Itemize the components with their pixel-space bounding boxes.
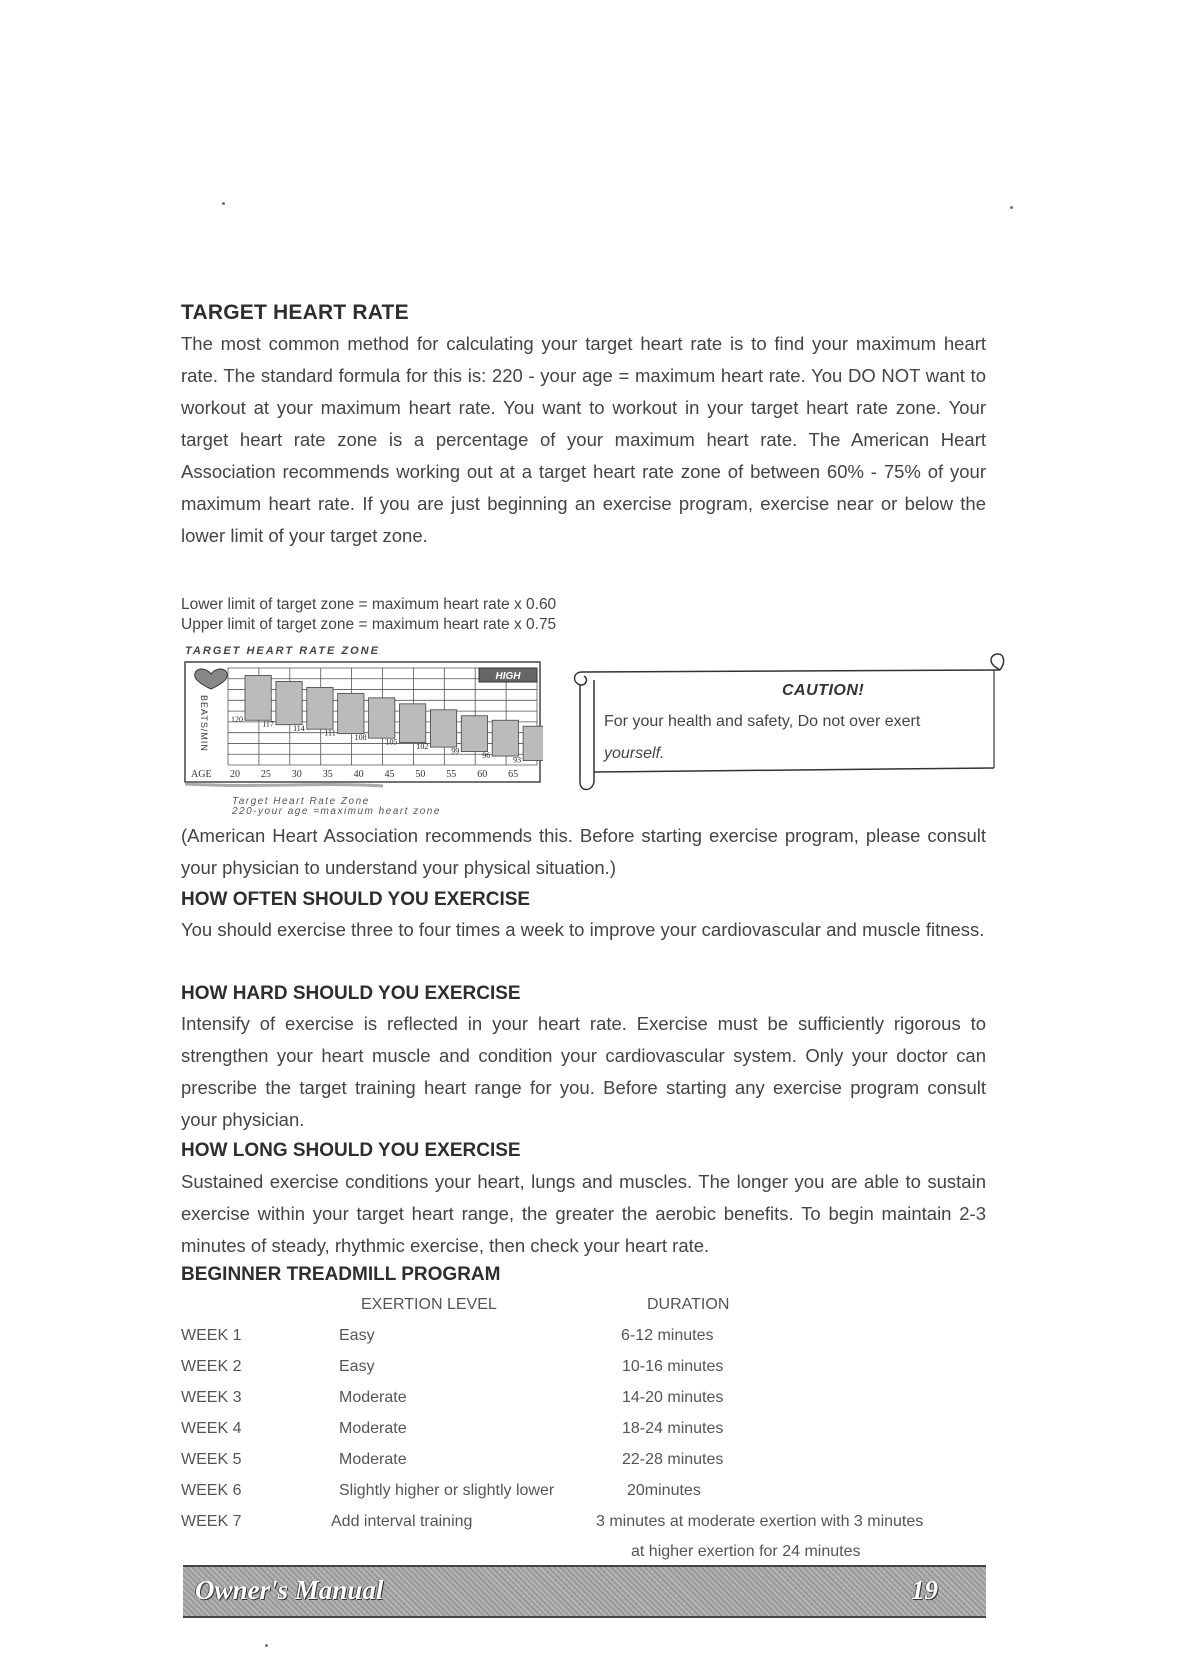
- duration-cell: 6-12 minutes: [621, 1327, 714, 1344]
- col-exertion-header: EXERTION LEVEL: [361, 1296, 497, 1313]
- section-heading-how-often: HOW OFTEN SHOULD YOU EXERCISE: [181, 889, 531, 910]
- section-heading-program: BEGINNER TREADMILL PROGRAM: [181, 1264, 501, 1285]
- table-row: [181, 1358, 981, 1389]
- how-often-paragraph: You should exercise three to four times a week to improve your cardiovascular and muscle fitness.: [181, 919, 985, 940]
- high-label: HIGH: [495, 671, 521, 682]
- lower-limit-label: 111: [324, 728, 336, 738]
- week-cell: WEEK 3: [181, 1389, 242, 1406]
- section-heading-how-long: HOW LONG SHOULD YOU EXERCISE: [181, 1140, 521, 1161]
- lower-limit-label: 105: [385, 737, 398, 747]
- exertion-cell: Slightly higher or slightly lower: [339, 1482, 555, 1499]
- section-heading-target-heart-rate: TARGET HEART RATE: [181, 301, 409, 324]
- table-row: [181, 1420, 981, 1451]
- scan-speck: [1010, 206, 1013, 209]
- age-tick-label: 25: [260, 769, 271, 780]
- footer-title: Owner's Manual: [195, 1575, 384, 1605]
- exertion-cell: Moderate: [339, 1420, 407, 1437]
- duration-cell: 20minutes: [627, 1482, 701, 1499]
- section-heading-how-hard: HOW HARD SHOULD YOU EXERCISE: [181, 983, 521, 1004]
- formula-lower-limit: Lower limit of target zone = maximum heart rate x 0.60: [181, 596, 557, 613]
- age-tick-label: 60: [477, 769, 488, 780]
- zone-bar: [461, 716, 487, 752]
- week-cell: WEEK 7: [181, 1513, 242, 1530]
- caution-line-2: yourself.: [604, 745, 665, 762]
- week-cell: WEEK 4: [181, 1420, 242, 1437]
- duration-cell: 10-16 minutes: [622, 1358, 724, 1375]
- lower-limit-label: 102: [416, 742, 429, 752]
- program-table: [181, 1296, 981, 1560]
- chart-title: TARGET HEART RATE ZONE: [185, 645, 380, 657]
- scan-speck: [222, 202, 225, 205]
- col-duration-header: DURATION: [647, 1296, 730, 1313]
- table-row: [181, 1482, 981, 1513]
- zone-bar: [430, 710, 456, 747]
- program-header-row: [181, 1296, 981, 1327]
- table-row: [181, 1389, 981, 1420]
- lower-limit-label: 117: [262, 719, 274, 729]
- lower-limit-label: 99: [451, 746, 460, 756]
- exertion-cell: Moderate: [339, 1389, 407, 1406]
- zone-bar: [245, 675, 271, 720]
- target-heart-rate-chart: [183, 660, 543, 795]
- exertion-cell: Add interval training: [331, 1513, 473, 1530]
- target-heart-rate-paragraph: The most common method for calculating your target heart rate is to find your maximum heart rate. The standard formula for this is: 220 - your age = maximum heart rate. You DO NOT want to workout at your maximum heart rate. You want to workout in your target heart rate zone. Your target heart rate zone is a percentage of your maximum heart rate. The American Heart Association recommends working out at a target heart rate zone of between 60% - 75% of your maximum heart rate. If you are just beginning an exercise program, exercise near or below the lower limit of your target zone.: [181, 333, 986, 546]
- zone-bar: [492, 720, 518, 756]
- age-tick-label: 35: [322, 769, 333, 780]
- table-row: [181, 1513, 981, 1544]
- chart-caption-2: 220-your age =maximum heart zone: [232, 806, 441, 817]
- zone-bar: [399, 704, 425, 743]
- caution-line-1: For your health and safety, Do not over exert: [604, 713, 921, 730]
- age-tick-label: 45: [384, 769, 395, 780]
- table-row: [181, 1327, 981, 1358]
- week-cell: WEEK 6: [181, 1482, 242, 1499]
- formula-upper-limit: Upper limit of target zone = maximum heart rate x 0.75: [181, 616, 557, 633]
- lower-limit-label: 96: [482, 751, 491, 761]
- chart-ylabel: BEATS/MIN: [199, 695, 209, 752]
- scan-speck: [265, 1644, 268, 1647]
- caution-title: CAUTION!: [782, 682, 865, 699]
- lower-limit-label: 120: [230, 715, 243, 725]
- week-cell: WEEK 1: [181, 1327, 242, 1344]
- exertion-cell: Easy: [339, 1327, 375, 1344]
- exertion-cell: Easy: [339, 1358, 375, 1375]
- how-long-paragraph: Sustained exercise conditions your heart, lungs and muscles. The longer you are able to sustain exercise within your target heart range, the greater the aerobic benefits. To begin maintain 2-3 minutes of steady, rhythmic exercise, then check your heart rate.: [181, 1171, 986, 1256]
- age-axis-label: AGE: [191, 769, 212, 780]
- age-tick-label: 50: [415, 769, 426, 780]
- week-cell: WEEK 5: [181, 1451, 242, 1468]
- aha-note: (American Heart Association recommends this. Before starting exercise program, please consult your physician to understand your physical situation.): [181, 825, 986, 878]
- how-hard-paragraph: Intensify of exercise is reflected in your heart rate. Exercise must be sufficiently rigorous to strengthen your heart muscle and condition your cardiovascular system. Only your doctor can prescribe the target training heart range for you. Before starting any exercise program consult your physician.: [181, 1013, 986, 1130]
- week-cell: WEEK 2: [181, 1358, 242, 1375]
- page-number: 19: [911, 1575, 938, 1605]
- duration-cell-continuation: at higher exertion for 24 minutes: [631, 1543, 861, 1560]
- age-tick-label: 65: [508, 769, 519, 780]
- zone-bar: [369, 698, 395, 738]
- zone-bar: [307, 687, 333, 729]
- duration-cell: 14-20 minutes: [622, 1389, 724, 1406]
- chart-caption-1: Target Heart Rate Zone: [232, 796, 370, 807]
- footer-bar: [183, 1565, 986, 1618]
- lower-limit-label: 108: [354, 733, 367, 743]
- duration-cell: 22-28 minutes: [622, 1451, 724, 1468]
- zone-bar: [523, 726, 543, 760]
- age-tick-label: 20: [230, 769, 240, 780]
- zone-bar: [276, 681, 302, 724]
- lower-limit-label: 114: [293, 724, 305, 734]
- table-row: [181, 1451, 981, 1482]
- age-tick-label: 30: [291, 769, 302, 780]
- exertion-cell: Moderate: [339, 1451, 407, 1468]
- zone-bar: [338, 693, 364, 733]
- duration-cell: 18-24 minutes: [622, 1420, 724, 1437]
- age-tick-label: 55: [446, 769, 457, 780]
- age-tick-label: 40: [353, 769, 364, 780]
- lower-limit-label: 93: [513, 755, 522, 765]
- duration-cell: 3 minutes at moderate exertion with 3 minutes: [596, 1513, 924, 1530]
